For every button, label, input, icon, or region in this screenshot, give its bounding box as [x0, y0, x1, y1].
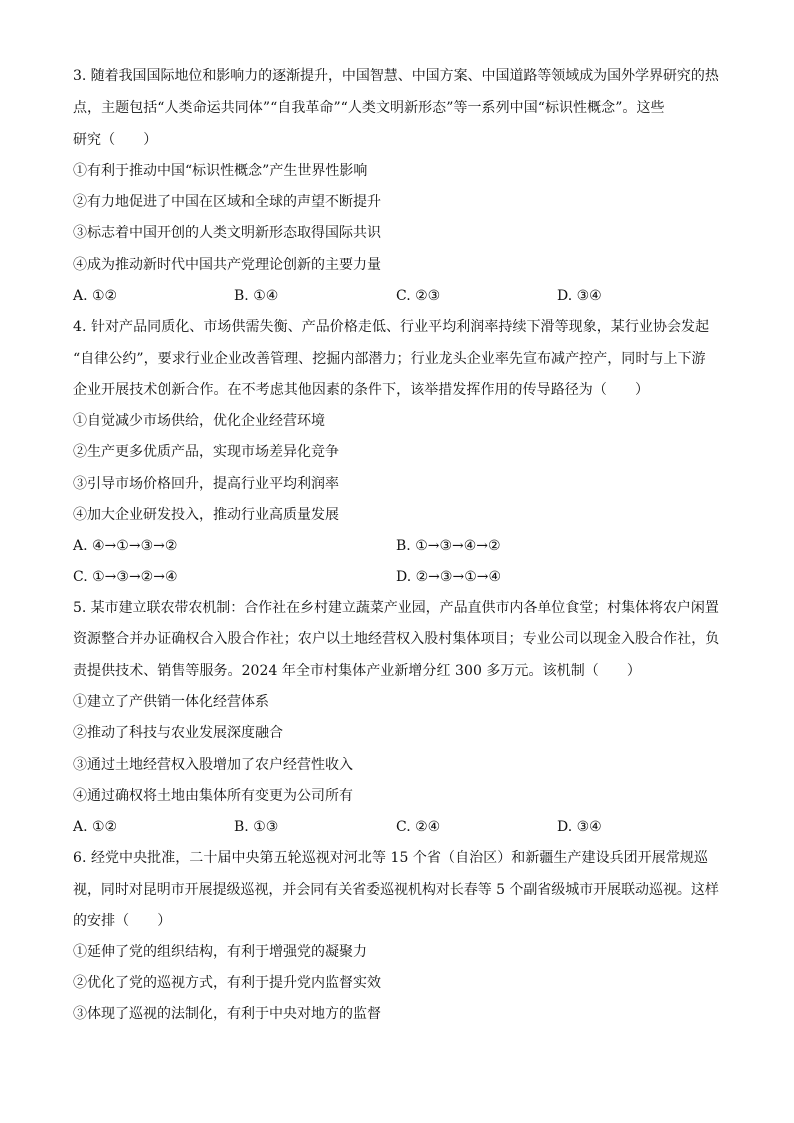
q4-statement-4: ④加大企业研发投入，推动行业高质量发展	[73, 507, 339, 523]
q3-stem-line-3: 研究（ ）	[73, 132, 158, 148]
q3-option-a[interactable]: A. ①②	[73, 288, 118, 304]
q6-stem-line-2: 视，同时对昆明市开展提级巡视，并会同有关省委巡视机构对长春等 5 个副省级城市开展联动巡视。这样	[73, 882, 719, 898]
q6-statement-2: ②优化了党的巡视方式，有利于提升党内监督实效	[73, 975, 381, 991]
q4-option-b[interactable]: B. ①→③→④→②	[396, 538, 501, 554]
q3-stem-line-2: 点，主题包括“人类命运共同体”“自我革命”“人类文明新形态”等一系列中国“标识性概念”。这些	[73, 100, 665, 116]
q3-option-b[interactable]: B. ①④	[234, 288, 279, 304]
q3-option-d[interactable]: D. ③④	[557, 288, 602, 304]
q4-statement-3: ③引导市场价格回升，提高行业平均利润率	[73, 476, 339, 492]
q4-stem-line-3: 企业开展技术创新合作。在不考虑其他因素的条件下，该举措发挥作用的传导路径为（ ）	[73, 382, 650, 398]
q3-statement-4: ④成为推动新时代中国共产党理论创新的主要力量	[73, 257, 381, 273]
q4-stem-line-1: 4. 针对产品同质化、市场供需失衡、产品价格走低、行业平均利润率持续下滑等现象，某行业协会发起	[73, 319, 710, 335]
q4-statement-1: ①自觉减少市场供给，优化企业经营环境	[73, 413, 325, 429]
q5-option-a[interactable]: A. ①②	[73, 819, 118, 835]
q5-option-c[interactable]: C. ②④	[396, 819, 441, 835]
q3-statement-2: ②有力地促进了中国在区域和全球的声望不断提升	[73, 194, 381, 210]
q4-option-c[interactable]: C. ①→③→②→④	[73, 569, 178, 585]
q5-statement-4: ④通过确权将土地由集体所有变更为公司所有	[73, 788, 353, 804]
q4-option-d[interactable]: D. ②→③→①→④	[396, 569, 502, 585]
q5-statement-3: ③通过土地经营权入股增加了农户经营性收入	[73, 757, 353, 773]
q5-stem-line-3: 责提供技术、销售等服务。2024 年全市村集体产业新增分红 300 多万元。该机制（ ）	[73, 663, 641, 679]
q3-statement-3: ③标志着中国开创的人类文明新形态取得国际共识	[73, 225, 381, 241]
q6-stem-line-1: 6. 经党中央批准，二十届中央第五轮巡视对河北等 15 个省（自治区）和新疆生产建设兵团开展常规巡	[73, 850, 708, 866]
q5-stem-line-1: 5. 某市建立联农带农机制：合作社在乡村建立蔬菜产业园，产品直供市内各单位食堂；村集体将农户闲置	[73, 600, 719, 616]
q3-stem-line-1: 3. 随着我国国际地位和影响力的逐渐提升，中国智慧、中国方案、中国道路等领域成为国外学界研究的热	[73, 68, 719, 84]
q4-statement-2: ②生产更多优质产品，实现市场差异化竞争	[73, 444, 339, 460]
q5-stem-line-2: 资源整合并办证确权合入股合作社；农户以土地经营权入股村集体项目；专业公司以现金入股合作社，负	[73, 631, 720, 647]
q5-statement-1: ①建立了产供销一体化经营体系	[73, 694, 269, 710]
q3-statement-1: ①有利于推动中国“标识性概念”产生世界性影响	[73, 163, 368, 179]
q6-statement-3: ③体现了巡视的法制化，有利于中央对地方的监督	[73, 1006, 381, 1022]
q5-option-b[interactable]: B. ①③	[234, 819, 279, 835]
q6-statement-1: ①延伸了党的组织结构，有利于增强党的凝聚力	[73, 944, 367, 960]
q4-option-a[interactable]: A. ④→①→③→②	[73, 538, 178, 554]
q3-option-c[interactable]: C. ②③	[396, 288, 441, 304]
q6-stem-line-3: 的安排（ ）	[73, 913, 172, 929]
q4-stem-line-2: “自律公约”，要求行业企业改善管理、挖掘内部潜力；行业龙头企业率先宣布减产控产，同时与上下游	[73, 351, 706, 367]
q5-statement-2: ②推动了科技与农业发展深度融合	[73, 725, 283, 741]
q5-option-d[interactable]: D. ③④	[557, 819, 602, 835]
